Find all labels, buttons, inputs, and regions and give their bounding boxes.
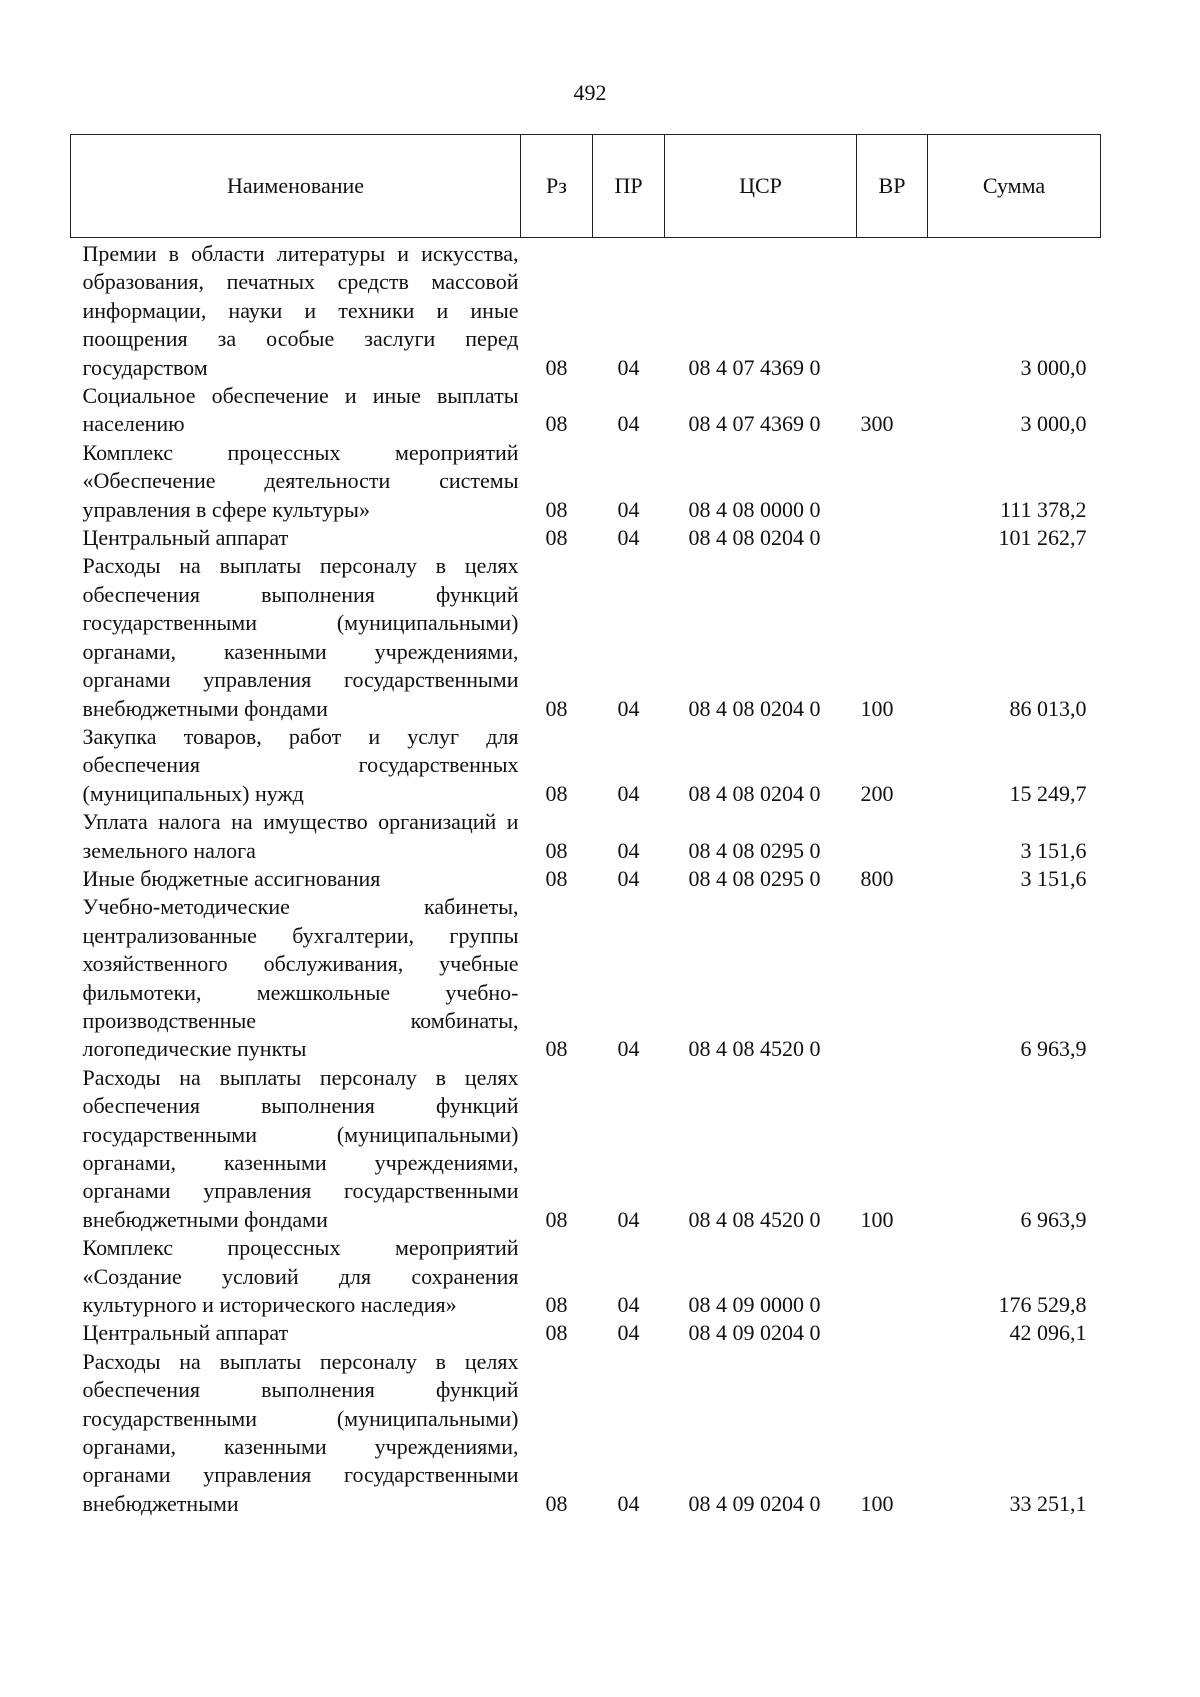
cell-sum: 42 096,1 — [1009, 1320, 1087, 1346]
table-row — [71, 893, 1101, 1063]
cell-pr: 04 — [617, 1320, 640, 1346]
header-row — [71, 135, 1101, 238]
cell-pr: 04 — [617, 1490, 640, 1516]
cell-pr: 04 — [617, 354, 640, 380]
cell-name: Иные бюджетные ассигнования — [82, 865, 381, 891]
table-row — [71, 1348, 1101, 1518]
cell-csr: 08 4 08 4520 0 — [688, 1036, 821, 1062]
table-row — [71, 382, 1101, 439]
header-rz: Рз — [521, 135, 593, 238]
cell-csr: 08 4 08 0295 0 — [688, 837, 821, 863]
cell-sum: 6 963,9 — [1020, 1036, 1087, 1062]
cell-sum: 3 151,6 — [1020, 837, 1087, 863]
cell-name: Расходы на выплаты персоналу в целях обеспечения выполнения функций государственными (муниципальными) органами, казенными учреждениями, органами управления государственными внебюджетными фондами — [82, 1064, 519, 1232]
cell-rz: 08 — [545, 411, 568, 437]
table-body — [71, 238, 1101, 1519]
cell-rz: 08 — [545, 1292, 568, 1318]
table-row — [71, 1319, 1101, 1347]
cell-csr: 08 4 08 0204 0 — [688, 525, 821, 551]
cell-pr: 04 — [617, 837, 640, 863]
cell-pr: 04 — [617, 695, 640, 721]
cell-pr: 04 — [617, 1036, 640, 1062]
cell-csr: 08 4 08 0204 0 — [688, 695, 821, 721]
cell-sum: 3 151,6 — [1020, 865, 1087, 891]
cell-csr: 08 4 09 0204 0 — [688, 1320, 821, 1346]
cell-pr: 04 — [617, 1206, 640, 1232]
table-row — [71, 1234, 1101, 1319]
cell-name: Центральный аппарат — [82, 1320, 289, 1346]
cell-rz: 08 — [545, 865, 568, 891]
cell-rz: 08 — [545, 525, 568, 551]
cell-csr: 08 4 07 4369 0 — [688, 411, 821, 437]
cell-vr: 800 — [860, 865, 894, 891]
cell-vr — [857, 808, 928, 865]
table-row — [71, 808, 1101, 865]
table-row — [71, 524, 1101, 552]
cell-vr: 100 — [860, 695, 894, 721]
cell-rz: 08 — [545, 1490, 568, 1516]
cell-csr: 08 4 07 4369 0 — [688, 354, 821, 380]
cell-pr: 04 — [617, 525, 640, 551]
cell-name: Закупка товаров, работ и услуг для обеспечения государственных (муниципальных) нужд — [82, 723, 519, 806]
cell-name: Комплекс процессных мероприятий «Создание условий для сохранения культурного и исторического наследия» — [82, 1235, 519, 1318]
cell-csr: 08 4 08 0204 0 — [688, 780, 821, 806]
cell-rz: 08 — [545, 1036, 568, 1062]
cell-name: Уплата налога на имущество организаций и земельного налога — [82, 809, 519, 863]
cell-rz: 08 — [545, 837, 568, 863]
cell-vr: 300 — [860, 411, 894, 437]
cell-vr — [857, 893, 928, 1063]
cell-rz: 08 — [545, 695, 568, 721]
cell-name: Центральный аппарат — [82, 525, 289, 551]
cell-rz: 08 — [545, 780, 568, 806]
header-csr: ЦСР — [665, 135, 857, 238]
table-row — [71, 723, 1101, 808]
table-header — [71, 135, 1101, 238]
table-row — [71, 1064, 1101, 1234]
cell-csr: 08 4 08 0000 0 — [688, 496, 821, 522]
cell-csr: 08 4 08 0295 0 — [688, 865, 821, 891]
cell-vr — [857, 238, 928, 383]
header-sum: Сумма — [928, 135, 1101, 238]
cell-rz: 08 — [545, 1206, 568, 1232]
cell-pr: 04 — [617, 865, 640, 891]
cell-vr: 100 — [860, 1490, 894, 1516]
cell-pr: 04 — [617, 1292, 640, 1318]
cell-vr: 200 — [860, 780, 894, 806]
table-row — [71, 865, 1101, 893]
cell-pr: 04 — [617, 780, 640, 806]
cell-sum: 3 000,0 — [1020, 411, 1087, 437]
cell-name: Комплекс процессных мероприятий «Обеспечение деятельности системы управления в сфере культуры» — [82, 439, 519, 522]
header-name: Наименование — [71, 135, 521, 238]
cell-sum: 3 000,0 — [1020, 354, 1087, 380]
cell-name: Расходы на выплаты персоналу в целях обеспечения выполнения функций государственными (муниципальными) органами, казенными учреждениями, органами управления государственными внебюджетными фондами — [82, 553, 519, 721]
table-row — [71, 238, 1101, 383]
cell-name: Учебно-методические кабинеты, централизованные бухгалтерии, группы хозяйственного обслуживания, учебные фильмотеки, межшкольные учебно-производственные комбинаты, логопедические пункты — [82, 894, 519, 1062]
cell-vr: 100 — [860, 1206, 894, 1232]
cell-sum: 101 262,7 — [998, 525, 1087, 551]
cell-csr: 08 4 09 0204 0 — [688, 1490, 821, 1516]
cell-sum: 6 963,9 — [1020, 1206, 1087, 1232]
table-row — [71, 552, 1101, 722]
cell-sum: 86 013,0 — [1009, 695, 1087, 721]
cell-rz: 08 — [545, 496, 568, 522]
cell-sum: 111 378,2 — [1000, 496, 1087, 522]
cell-vr — [857, 1319, 928, 1347]
header-pr: ПР — [593, 135, 665, 238]
cell-pr: 04 — [617, 411, 640, 437]
cell-vr — [857, 439, 928, 524]
cell-csr: 08 4 08 4520 0 — [688, 1206, 821, 1232]
cell-name: Премии в области литературы и искусства, образования, печатных средств массовой информации, науки и техники и иные поощрения за особые заслуги перед государством — [82, 241, 519, 380]
cell-pr: 04 — [617, 496, 640, 522]
table-row — [71, 439, 1101, 524]
cell-sum: 15 249,7 — [1009, 780, 1087, 806]
page-number: 492 — [573, 80, 607, 105]
budget-table — [70, 134, 1101, 1518]
cell-csr: 08 4 09 0000 0 — [688, 1292, 821, 1318]
cell-vr — [857, 1234, 928, 1319]
cell-rz: 08 — [545, 1320, 568, 1346]
cell-sum: 176 529,8 — [998, 1292, 1087, 1318]
cell-rz: 08 — [545, 354, 568, 380]
cell-vr — [857, 524, 928, 552]
cell-sum: 33 251,1 — [1009, 1490, 1087, 1516]
header-vr: ВР — [857, 135, 928, 238]
cell-name: Расходы на выплаты персоналу в целях обеспечения выполнения функций государственными (муниципальными) органами, казенными учреждениями, органами управления государственными внебюджетными — [82, 1348, 519, 1516]
cell-name: Социальное обеспечение и иные выплаты населению — [82, 383, 519, 437]
